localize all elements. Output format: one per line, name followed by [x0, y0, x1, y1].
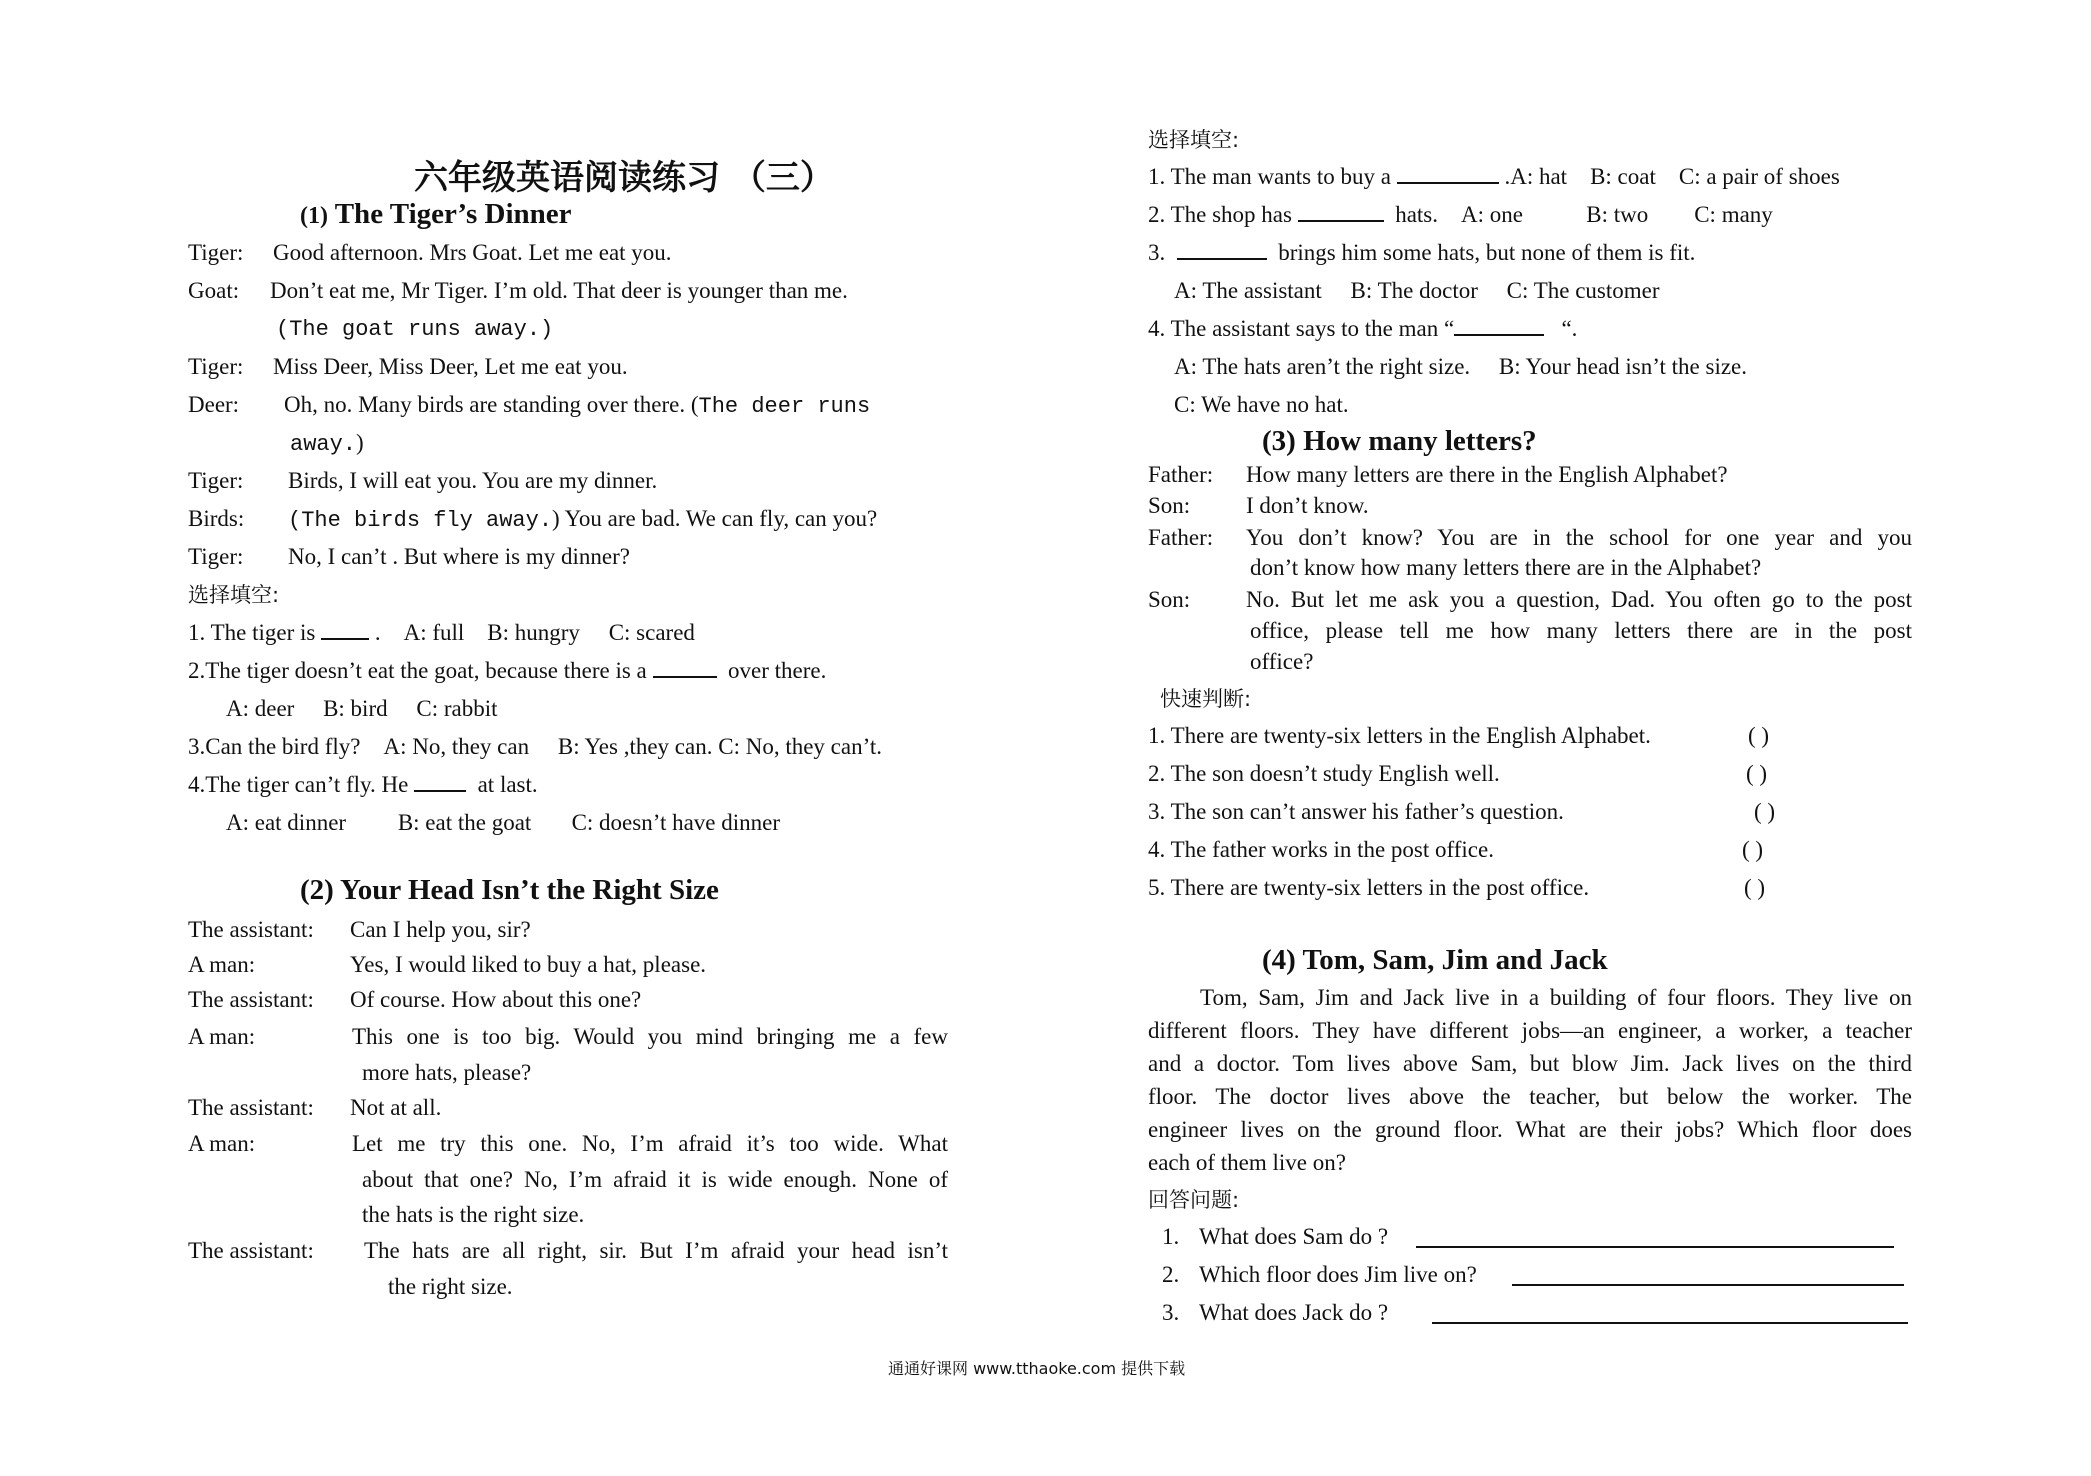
dialog-text: the right size.: [388, 1274, 513, 1299]
options: A: deer B: bird C: rabbit: [226, 696, 498, 721]
question: 2.The tiger doesn’t eat the goat, because there is a over there.: [188, 658, 827, 683]
dialog-speaker: A man:: [188, 952, 256, 977]
options: A: eat dinner B: eat the goat C: doesn’t have dinner: [226, 810, 781, 835]
paragraph-line: different floors. They have different jobs—an engineer, a worker, a teacher: [1148, 1018, 1912, 1043]
dialog-speaker: Birds:: [188, 506, 245, 531]
section-4-heading: (4) Tom, Sam, Jim and Jack: [1262, 944, 1608, 976]
dialog-speaker: Deer:: [188, 392, 240, 417]
dialog-text: I don’t know.: [1246, 493, 1369, 518]
dialog-text: No. But let me ask you a question, Dad. You often go to the post: [1246, 587, 1912, 612]
instruction: 快速判断:: [1160, 687, 1252, 711]
page-title: 六年级英语阅读练习 （三）: [414, 158, 834, 198]
question-number: 2.: [1162, 1262, 1180, 1287]
dialog-speaker: The assistant:: [188, 1238, 314, 1263]
dialog-speaker: Tiger:: [188, 240, 244, 265]
question-number: 3.: [1162, 1300, 1180, 1325]
dialog-text: Let me try this one. No, I’m afraid it’s too wide. What: [352, 1131, 948, 1156]
instruction: 选择填空:: [188, 583, 280, 607]
question: 3. brings him some hats, but none of them is fit.: [1148, 240, 1696, 265]
dialog-speaker: Tiger:: [188, 544, 244, 569]
answer-blank[interactable]: [321, 618, 369, 640]
judgment-paren[interactable]: ( ): [1748, 723, 1770, 748]
dialog-text: Of course. How about this one?: [350, 987, 642, 1012]
footer-credit: 通通好课网 www.tthaoke.com 提供下载: [888, 1359, 1186, 1378]
dialog-text: You don’t know? You are in the school for one year and you: [1246, 525, 1912, 550]
dialog-speaker: The assistant:: [188, 987, 314, 1012]
stage-direction: (The goat runs away.): [276, 317, 554, 342]
dialog-text: Don’t eat me, Mr Tiger. I’m old. That deer is younger than me.: [270, 278, 848, 303]
question: 1. The man wants to buy a .A: hat B: coat C: a pair of shoes: [1148, 164, 1840, 189]
dialog-speaker: Son:: [1148, 493, 1191, 518]
answer-line[interactable]: [1432, 1322, 1908, 1324]
answer-line[interactable]: [1512, 1284, 1904, 1286]
options: A: The hats aren’t the right size. B: Your head isn’t the size.: [1174, 354, 1747, 379]
question-text: Which floor does Jim live on?: [1199, 1262, 1477, 1287]
question: 4. The assistant says to the man “ “.: [1148, 316, 1578, 341]
dialog-text: away.): [290, 430, 364, 457]
dialog-text: Not at all.: [350, 1095, 442, 1120]
question: 4.The tiger can’t fly. He at last.: [188, 772, 538, 797]
question: 2. The shop has hats. A: one B: two C: many: [1148, 202, 1773, 227]
dialog-speaker: Son:: [1148, 587, 1191, 612]
answer-blank[interactable]: [1454, 314, 1544, 336]
paragraph-line: Tom, Sam, Jim and Jack live in a building of four floors. They live on: [1200, 985, 1912, 1010]
dialog-speaker: A man:: [188, 1024, 256, 1049]
question-text: What does Sam do ?: [1199, 1224, 1389, 1249]
paragraph-line: each of them live on?: [1148, 1150, 1346, 1175]
paragraph-line: engineer lives on the ground floor. What are their jobs? Which floor does: [1148, 1117, 1912, 1142]
judgment-item: 4. The father works in the post office.: [1148, 837, 1494, 862]
question-number: 1.: [1162, 1224, 1180, 1249]
instruction: 选择填空:: [1148, 128, 1240, 152]
dialog-text: Oh, no. Many birds are standing over there. (The deer runs: [284, 392, 871, 419]
dialog-text: Birds, I will eat you. You are my dinner.: [288, 468, 658, 493]
section-3-heading: (3) How many letters?: [1262, 425, 1537, 457]
dialog-text: Good afternoon. Mrs Goat. Let me eat you.: [273, 240, 672, 265]
dialog-speaker: The assistant:: [188, 917, 314, 942]
judgment-item: 1. There are twenty-six letters in the English Alphabet.: [1148, 723, 1651, 748]
dialog-text: office, please tell me how many letters there are in the post: [1250, 618, 1912, 643]
dialog-speaker: Tiger:: [188, 468, 244, 493]
dialog-text: office?: [1250, 649, 1314, 674]
judgment-item: 3. The son can’t answer his father’s question.: [1148, 799, 1564, 824]
judgment-item: 2. The son doesn’t study English well.: [1148, 761, 1500, 786]
dialog-text: The hats are all right, sir. But I’m afraid your head isn’t: [364, 1238, 948, 1263]
dialog-text: No, I can’t . But where is my dinner?: [288, 544, 630, 569]
answer-blank[interactable]: [414, 770, 466, 792]
dialog-text: How many letters are there in the English Alphabet?: [1246, 462, 1728, 487]
answer-line[interactable]: [1416, 1246, 1894, 1248]
section-2-heading: (2) Your Head Isn’t the Right Size: [300, 874, 719, 906]
dialog-text: This one is too big. Would you mind bringing me a few: [352, 1024, 948, 1049]
dialog-text: more hats, please?: [362, 1060, 532, 1085]
answer-blank[interactable]: [1177, 238, 1267, 260]
dialog-text: don’t know how many letters there are in the Alphabet?: [1250, 555, 1762, 580]
dialog-text: (The birds fly away.) You are bad. We can fly, can you?: [288, 506, 878, 533]
dialog-speaker: Tiger:: [188, 354, 244, 379]
dialog-text: Can I help you, sir?: [350, 917, 531, 942]
instruction: 回答问题:: [1148, 1188, 1240, 1212]
answer-blank[interactable]: [653, 656, 717, 678]
dialog-text: about that one? No, I’m afraid it is wide enough. None of: [362, 1167, 948, 1192]
dialog-speaker: The assistant:: [188, 1095, 314, 1120]
answer-blank[interactable]: [1298, 200, 1384, 222]
dialog-text: the hats is the right size.: [362, 1202, 585, 1227]
options: A: The assistant B: The doctor C: The customer: [1174, 278, 1660, 303]
judgment-paren[interactable]: ( ): [1754, 799, 1776, 824]
paragraph-line: floor. The doctor lives above the teacher, but below the worker. The: [1148, 1084, 1912, 1109]
paragraph-line: and a doctor. Tom lives above Sam, but blow Jim. Jack lives on the third: [1148, 1051, 1912, 1076]
dialog-speaker: Father:: [1148, 525, 1214, 550]
options: C: We have no hat.: [1174, 392, 1349, 417]
judgment-paren[interactable]: ( ): [1744, 875, 1766, 900]
dialog-text: Miss Deer, Miss Deer, Let me eat you.: [273, 354, 628, 379]
dialog-speaker: Father:: [1148, 462, 1214, 487]
question: 3.Can the bird fly? A: No, they can B: Yes ,they can. C: No, they can’t.: [188, 734, 882, 759]
dialog-speaker: Goat:: [188, 278, 240, 303]
question: 1. The tiger is . A: full B: hungry C: scared: [188, 620, 695, 645]
judgment-item: 5. There are twenty-six letters in the post office.: [1148, 875, 1590, 900]
dialog-text: Yes, I would liked to buy a hat, please.: [350, 952, 707, 977]
answer-blank[interactable]: [1397, 162, 1499, 184]
question-text: What does Jack do ?: [1199, 1300, 1389, 1325]
judgment-paren[interactable]: ( ): [1742, 837, 1764, 862]
dialog-speaker: A man:: [188, 1131, 256, 1156]
section-1-heading: (1) The Tiger’s Dinner: [300, 198, 572, 230]
judgment-paren[interactable]: ( ): [1746, 761, 1768, 786]
